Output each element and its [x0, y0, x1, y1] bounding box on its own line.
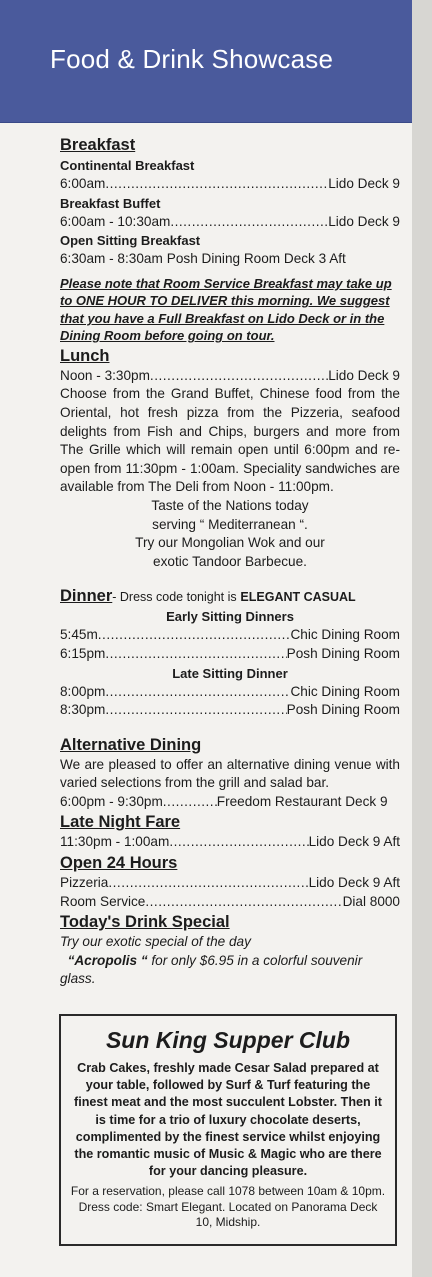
taste-line: Try our Mongolian Wok and our [135, 535, 325, 551]
page-edge [412, 0, 432, 1277]
breakfast-item-name: Breakfast Buffet [60, 195, 161, 211]
dinner-heading-line [60, 585, 400, 607]
early-sitting-heading: Early Sitting Dinners [166, 609, 294, 625]
venue: Lido Deck 9 Aft [308, 875, 400, 891]
supper-club-title: Sun King Supper Club [105, 1027, 351, 1053]
breakfast-item-name: Open Sitting Breakfast [60, 233, 201, 249]
venue: Chic Dining Room [290, 683, 400, 699]
dress-code-prefix: - Dress code tonight is [112, 590, 237, 605]
drink-special-line: Try our exotic special of the day [60, 934, 251, 950]
venue: Chic Dining Room [290, 627, 400, 643]
name: Room Service [60, 893, 146, 909]
time: 5:45m [60, 627, 98, 643]
lunch-heading: Lunch [60, 346, 110, 365]
menu-content [60, 134, 400, 989]
drink-special-heading: Today's Drink Special [60, 913, 230, 932]
time: 6:00pm - 9:30pm [60, 793, 163, 809]
dinner-row [60, 701, 400, 720]
open-24-row [60, 893, 400, 912]
late-night-row [60, 833, 400, 852]
time: 6:15pm [60, 645, 106, 661]
venue: Posh Dining Room Deck 3 Aft [166, 251, 346, 267]
time: Noon - 3:30pm [60, 367, 150, 383]
header-banner [0, 0, 412, 123]
dinner-row [60, 626, 400, 645]
supper-club-box [59, 1014, 397, 1246]
page-title: Food & Drink Showcase [50, 44, 334, 74]
taste-line: Taste of the Nations today [151, 497, 309, 513]
dinner-row [60, 683, 400, 702]
breakfast-item-row [60, 213, 400, 232]
supper-club-description: Crab Cakes, freshly made Cesar Salad prepared at your table, followed by Surf & Turf featuring the finest meat and the most succulent Lobster. Then it is time for a trio of luxury chocolate deserts, complimented by the finest service whilst enjoying the romantic music of Music & Magic who are there for your dancing pleasure. [74, 1061, 382, 1179]
venue: Lido Deck 9 [328, 213, 400, 229]
venue: Posh Dining Room [286, 702, 400, 718]
drink-name: “Acropolis “ [67, 952, 148, 968]
time: 6:00am - 10:30am [60, 213, 171, 229]
breakfast-heading: Breakfast [60, 136, 136, 154]
taste-line: serving “ Mediterranean “. [152, 516, 308, 532]
time: 8:30pm [60, 702, 106, 718]
lunch-row [60, 367, 400, 386]
time: 6:00am [60, 176, 106, 191]
venue: Lido Deck 9 [328, 176, 400, 191]
drink-special-offer [60, 952, 400, 989]
lunch-description: Choose from the Grand Buffet, Chinese food from the Oriental, hot fresh pizza from the Pizzeria, seafood delights from Fish and Chips, burgers and more from The Grille which will remain open until 6:00pm and re-open from 11:30pm - 1:00am. Speciality sandwiches are available from The Deli from Noon - 11:00pm. [60, 386, 400, 495]
late-sitting-heading: Late Sitting Dinner [172, 665, 288, 681]
dress-code: ELEGANT CASUAL [240, 590, 356, 605]
venue: Dial 8000 [342, 893, 400, 909]
time: 6:30am - 8:30am [60, 251, 163, 267]
open-24-row [60, 874, 400, 893]
dinner-heading: Dinner [60, 587, 113, 606]
breakfast-item-name: Continental Breakfast [60, 158, 195, 173]
alternative-dining-heading: Alternative Dining [60, 735, 202, 754]
open-24-heading: Open 24 Hours [60, 854, 178, 873]
name: Pizzeria [60, 875, 109, 891]
venue: Posh Dining Room [286, 645, 400, 661]
venue: Freedom Restaurant Deck 9 [216, 793, 388, 809]
breakfast-item-row [60, 250, 400, 269]
breakfast-item-row [60, 175, 400, 194]
taste-line: exotic Tandoor Barbecue. [153, 553, 307, 569]
alternative-row [60, 793, 400, 812]
time: 11:30pm - 1:00am [60, 834, 170, 850]
venue: Lido Deck 9 Aft [308, 834, 400, 850]
dinner-row [60, 645, 400, 664]
time: 8:00pm [60, 683, 106, 699]
venue: Lido Deck 9 [328, 367, 400, 383]
drink-price-line: for only $6.95 in a colorful souvenir glass. [60, 952, 363, 987]
alternative-description: We are pleased to offer an alternative dining venue with varied selections from the grill and salad bar. [60, 756, 400, 791]
room-service-note: Please note that Room Service Breakfast may take up to ONE HOUR TO DELIVER this morning. We suggest that you have a Full Breakfast on Lido Deck or in the Dining Room before going on tour. [60, 275, 392, 344]
late-night-heading: Late Night Fare [60, 813, 181, 832]
supper-club-reservation: For a reservation, please call 1078 between 10am & 10pm. Dress code: Smart Elegant. Located on Panorama Deck 10, Midship. [70, 1184, 386, 1230]
